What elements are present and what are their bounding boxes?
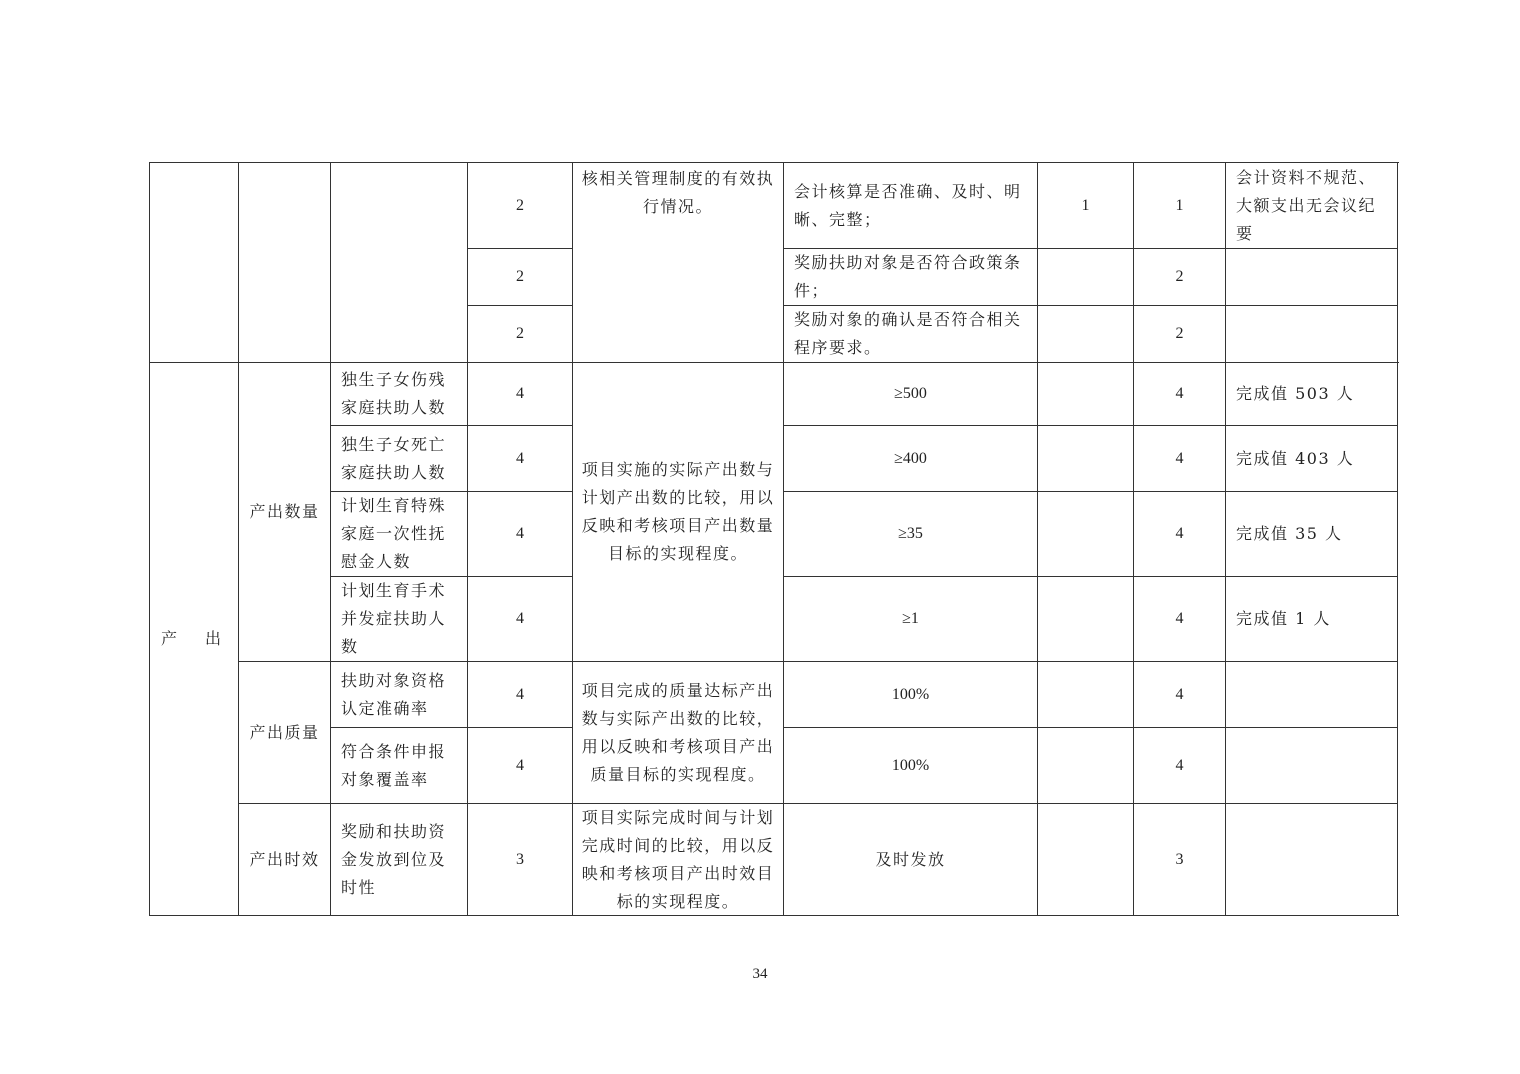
deduct-cell <box>1038 306 1133 362</box>
deduct-cell: 1 <box>1081 196 1090 214</box>
note-cell: 完成值 403 人 <box>1236 448 1355 468</box>
group-description: 项目实施的实际产出数与计划产出数的比较，用以反映和考核项目产出数量目标的实现程度。 <box>581 460 775 563</box>
actual-score-cell: 2 <box>1175 325 1184 342</box>
actual-score-cell: 1 <box>1175 196 1184 214</box>
score-cell: 4 <box>516 385 524 402</box>
target-cell: 100% <box>891 685 930 703</box>
note-cell <box>1226 804 1397 915</box>
score-cell: 4 <box>516 449 524 467</box>
indicator-cell: 独生子女死亡家庭扶助人数 <box>341 434 447 482</box>
note-cell: 会计资料不规范、大额支出无会议纪要 <box>1236 167 1377 243</box>
group-description: 项目完成的质量达标产出数与实际产出数的比较，用以反映和考核项目产出质量目标的实现程度。 <box>581 680 775 784</box>
note-cell <box>1226 728 1397 803</box>
score-cell: 4 <box>516 756 524 774</box>
target-cell: ≥1 <box>902 610 919 627</box>
note-cell <box>1226 306 1397 362</box>
score-cell: 2 <box>516 325 524 342</box>
note-cell: 完成值 1 人 <box>1236 609 1331 628</box>
score-cell: 4 <box>516 610 524 627</box>
score-cell: 4 <box>516 525 524 542</box>
note-cell: 完成值 35 人 <box>1236 524 1343 543</box>
indicator-cell: 计划生育特殊家庭一次性抚慰金人数 <box>341 496 447 571</box>
actual-score-cell: 2 <box>1175 268 1184 285</box>
deduct-cell <box>1038 249 1133 305</box>
indicator-cell: 独生子女伤残家庭扶助人数 <box>341 370 447 417</box>
note-cell: 完成值 503 人 <box>1236 384 1355 403</box>
criterion-cell: 会计核算是否准确、及时、明晰、完整； <box>794 181 1022 229</box>
actual-score-cell: 4 <box>1175 449 1184 467</box>
actual-score-cell: 4 <box>1175 610 1184 627</box>
group-name: 产出时效 <box>249 849 320 869</box>
criterion-cell: 奖励对象的确认是否符合相关程序要求。 <box>794 310 1022 357</box>
section-label: 产 出 <box>160 629 227 648</box>
indicator-cell: 扶助对象资格认定准确率 <box>341 670 447 718</box>
actual-score-cell: 3 <box>1175 850 1184 868</box>
page-number: 34 <box>752 966 768 982</box>
indicator-cell: 奖励和扶助资金发放到位及时性 <box>341 821 447 897</box>
target-cell: ≥400 <box>894 449 927 467</box>
actual-score-cell: 4 <box>1175 756 1184 774</box>
actual-score-cell: 4 <box>1175 525 1184 542</box>
score-cell: 3 <box>516 850 524 868</box>
target-cell: 100% <box>891 756 930 774</box>
group-description: 项目实际完成时间与计划完成时间的比较，用以反映和考核项目产出时效目标的实现程度。 <box>581 807 775 911</box>
target-cell: ≥500 <box>894 385 927 402</box>
continued-description: 核相关管理制度的有效执行情况。 <box>581 169 775 216</box>
score-cell: 2 <box>516 268 524 285</box>
target-cell: ≥35 <box>898 525 923 542</box>
criterion-cell: 奖励扶助对象是否符合政策条件； <box>794 253 1022 300</box>
note-cell <box>1226 662 1397 727</box>
note-cell <box>1226 249 1397 305</box>
indicator-cell: 符合条件申报对象覆盖率 <box>341 741 447 789</box>
group-name: 产出质量 <box>249 722 320 742</box>
actual-score-cell: 4 <box>1175 385 1184 402</box>
actual-score-cell: 4 <box>1175 685 1184 703</box>
indicator-cell: 计划生育手术并发症扶助人数 <box>341 581 447 656</box>
group-name: 产出数量 <box>249 502 320 521</box>
score-cell: 4 <box>516 685 524 703</box>
score-cell: 2 <box>516 196 524 214</box>
target-cell: 及时发放 <box>875 849 946 869</box>
